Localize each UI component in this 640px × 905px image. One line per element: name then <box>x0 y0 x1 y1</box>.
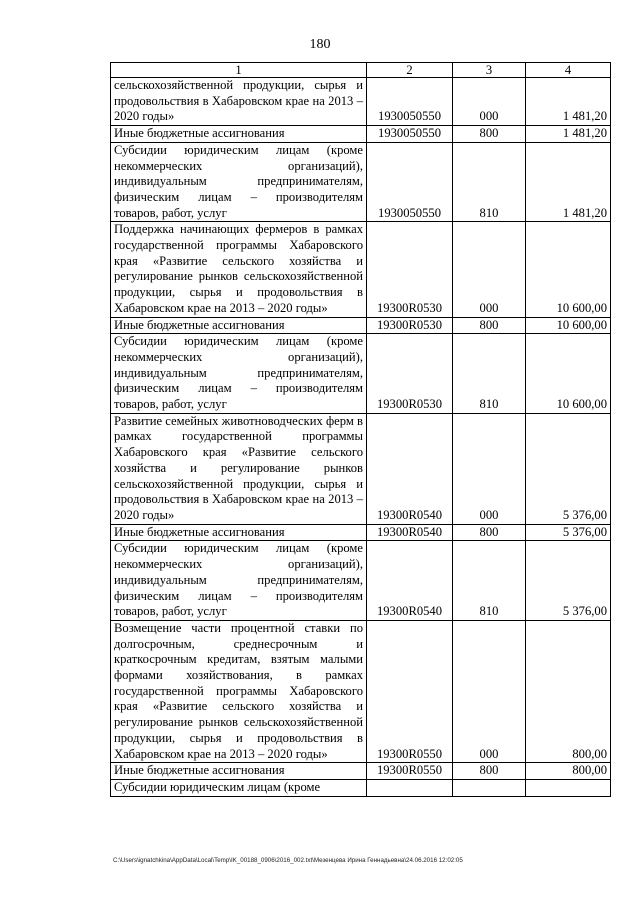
row-code-cell: 19300R0550 <box>367 763 453 780</box>
table-row <box>111 763 611 780</box>
row-name-cell: Субсидии юридическим лицам (кроме некоммерческих организаций), индивидуальным предпринимателям, физическим лицам – производителям товаров, работ, услуг <box>111 541 367 621</box>
row-amount-cell: 5 376,00 <box>526 413 611 524</box>
row-code-cell: 19300R0530 <box>367 317 453 334</box>
table-row <box>111 222 611 317</box>
row-expense-type-cell: 800 <box>453 317 526 334</box>
row-amount-cell: 10 600,00 <box>526 317 611 334</box>
row-code-cell: 1930050550 <box>367 78 453 126</box>
row-name-cell: Субсидии юридическим лицам (кроме некоммерческих организаций), индивидуальным предпринимателям, физическим лицам – производителям товаров, работ, услуг <box>111 334 367 414</box>
row-code-cell: 19300R0540 <box>367 413 453 524</box>
page-number: 180 <box>309 37 331 52</box>
column-header: 1 <box>111 63 367 78</box>
row-amount-cell: 1 481,20 <box>526 78 611 126</box>
row-name-cell: Возмещение части процентной ставки по долгосрочным, среднесрочным и краткосрочным кредитам, взятым малыми формами хозяйствования, в рамках государственной программы Хабаровского края «Развитие сельского хозяйства и регулирование рынков сельскохозяйственной продукции, сырья и продовольствия в Хабаровском крае на 2013 – 2020 годы» <box>111 620 367 762</box>
row-expense-type-cell: 000 <box>453 222 526 317</box>
row-code-cell: 19300R0540 <box>367 524 453 541</box>
row-code-cell: 19300R0550 <box>367 620 453 762</box>
row-expense-type-cell: 000 <box>453 413 526 524</box>
column-header: 3 <box>453 63 526 78</box>
row-name-cell: Развитие семейных животноводческих ферм в рамках государственной программы Хабаровского края «Развитие сельского хозяйства и регулирование рынков сельскохозяйственной продукции, сырья и продовольствия в Хабаровском крае на 2013 – 2020 годы» <box>111 413 367 524</box>
row-expense-type-cell: 800 <box>453 524 526 541</box>
table-row <box>111 413 611 524</box>
row-code-cell: 1930050550 <box>367 126 453 143</box>
row-amount-cell: 800,00 <box>526 620 611 762</box>
row-name-cell: Иные бюджетные ассигнования <box>111 126 367 143</box>
row-name-cell: Иные бюджетные ассигнования <box>111 524 367 541</box>
row-name-cell: Иные бюджетные ассигнования <box>111 317 367 334</box>
row-expense-type-cell: 800 <box>453 763 526 780</box>
table-row <box>111 317 611 334</box>
row-name-cell: Иные бюджетные ассигнования <box>111 763 367 780</box>
row-expense-type-cell: 810 <box>453 541 526 621</box>
row-expense-type-cell: 800 <box>453 126 526 143</box>
column-header: 2 <box>367 63 453 78</box>
table-row <box>111 541 611 621</box>
row-name-cell: Поддержка начинающих фермеров в рамках государственной программы Хабаровского края «Развитие сельского хозяйства и регулирование рынков сельскохозяйственной продукции, сырья и продовольствия в Хабаровском крае на 2013 – 2020 годы» <box>111 222 367 317</box>
table-row <box>111 334 611 414</box>
row-amount-cell: 5 376,00 <box>526 541 611 621</box>
row-expense-type-cell: 000 <box>453 620 526 762</box>
column-header: 4 <box>526 63 611 78</box>
table-row <box>111 524 611 541</box>
table-row <box>111 78 611 126</box>
row-amount-cell: 10 600,00 <box>526 334 611 414</box>
row-expense-type-cell <box>453 779 526 796</box>
table-row <box>111 779 611 796</box>
row-amount-cell: 5 376,00 <box>526 524 611 541</box>
table-row <box>111 142 611 222</box>
row-code-cell: 19300R0540 <box>367 541 453 621</box>
row-name-cell: Субсидии юридическим лицам (кроме некоммерческих организаций), индивидуальным предпринимателям, физическим лицам – производителям товаров, работ, услуг <box>111 142 367 222</box>
table-row <box>111 126 611 143</box>
row-code-cell <box>367 779 453 796</box>
row-amount-cell: 10 600,00 <box>526 222 611 317</box>
table-header-row <box>111 63 611 78</box>
row-code-cell: 19300R0530 <box>367 222 453 317</box>
row-amount-cell: 1 481,20 <box>526 126 611 143</box>
row-name-cell: Субсидии юридическим лицам (кроме <box>111 779 367 796</box>
row-amount-cell: 800,00 <box>526 763 611 780</box>
row-amount-cell: 1 481,20 <box>526 142 611 222</box>
row-expense-type-cell: 810 <box>453 142 526 222</box>
row-expense-type-cell: 000 <box>453 78 526 126</box>
row-amount-cell <box>526 779 611 796</box>
file-path-footer: C:\Users\ignatchkina\AppData\Local\Temp\IK_00188_0906\2016_002.txt\Мезенцева Ирина Геннадьевна\24.06.2016 12:02:05 <box>113 857 463 864</box>
row-name-cell: сельскохозяйственной продукции, сырья и продовольствия в Хабаровском крае на 2013 – 2020 годы» <box>111 78 367 126</box>
row-code-cell: 19300R0530 <box>367 334 453 414</box>
table-row <box>111 620 611 762</box>
budget-table <box>110 62 611 797</box>
row-code-cell: 1930050550 <box>367 142 453 222</box>
row-expense-type-cell: 810 <box>453 334 526 414</box>
